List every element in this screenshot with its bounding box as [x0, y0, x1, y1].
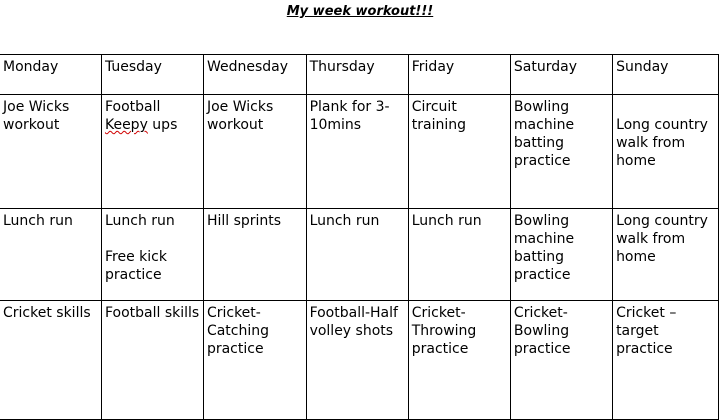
day-header-sunday: Sunday — [613, 55, 719, 95]
cell-sunday-3: Cricket – target practice — [613, 301, 719, 420]
day-header-thursday: Thursday — [306, 55, 408, 95]
day-header-friday: Friday — [408, 55, 510, 95]
day-header-wednesday: Wednesday — [203, 55, 306, 95]
cell-friday-2: Lunch run — [408, 209, 510, 301]
cell-tuesday-1 — [101, 95, 203, 209]
cell-tuesday-1-suffix: ups — [147, 117, 178, 133]
cell-tuesday-2: Lunch run Free kick practice — [101, 209, 203, 301]
cell-monday-2: Lunch run — [0, 209, 101, 301]
day-header-saturday: Saturday — [510, 55, 612, 95]
workout-row-2 — [0, 209, 719, 301]
day-header-tuesday: Tuesday — [101, 55, 203, 95]
misspelled-word: Keepy — [104, 117, 148, 133]
page-title: My week workout!!! — [286, 4, 434, 19]
cell-monday-1: Joe Wicks workout — [0, 95, 101, 209]
cell-wednesday-3: Cricket-Catching practice — [203, 301, 306, 420]
cell-thursday-3: Football-Half volley shots — [306, 301, 408, 420]
workout-row-1 — [0, 95, 719, 209]
cell-sunday-2: Long country walk from home — [613, 209, 719, 301]
cell-thursday-1: Plank for 3-10mins — [306, 95, 408, 209]
cell-sunday-1: Long country walk from home — [616, 117, 708, 169]
cell-sunday-1-wrap — [613, 95, 719, 209]
cell-tuesday-1-line: Football — [104, 99, 161, 115]
cell-thursday-2: Lunch run — [306, 209, 408, 301]
cell-wednesday-2: Hill sprints — [203, 209, 306, 301]
day-header-monday: Monday — [0, 55, 101, 95]
cell-monday-3: Cricket skills — [0, 301, 101, 420]
cell-saturday-2: Bowling machine batting practice — [510, 209, 612, 301]
cell-wednesday-1: Joe Wicks workout — [203, 95, 306, 209]
cell-saturday-1: Bowling machine batting practice — [510, 95, 612, 209]
workout-row-3 — [0, 301, 719, 420]
cell-saturday-3: Cricket-Bowling practice — [510, 301, 612, 420]
cell-friday-3: Cricket-Throwing practice — [408, 301, 510, 420]
day-header-row — [0, 55, 719, 95]
cell-tuesday-3: Football skills — [101, 301, 203, 420]
cell-friday-1: Circuit training — [408, 95, 510, 209]
workout-schedule-table — [0, 54, 719, 420]
